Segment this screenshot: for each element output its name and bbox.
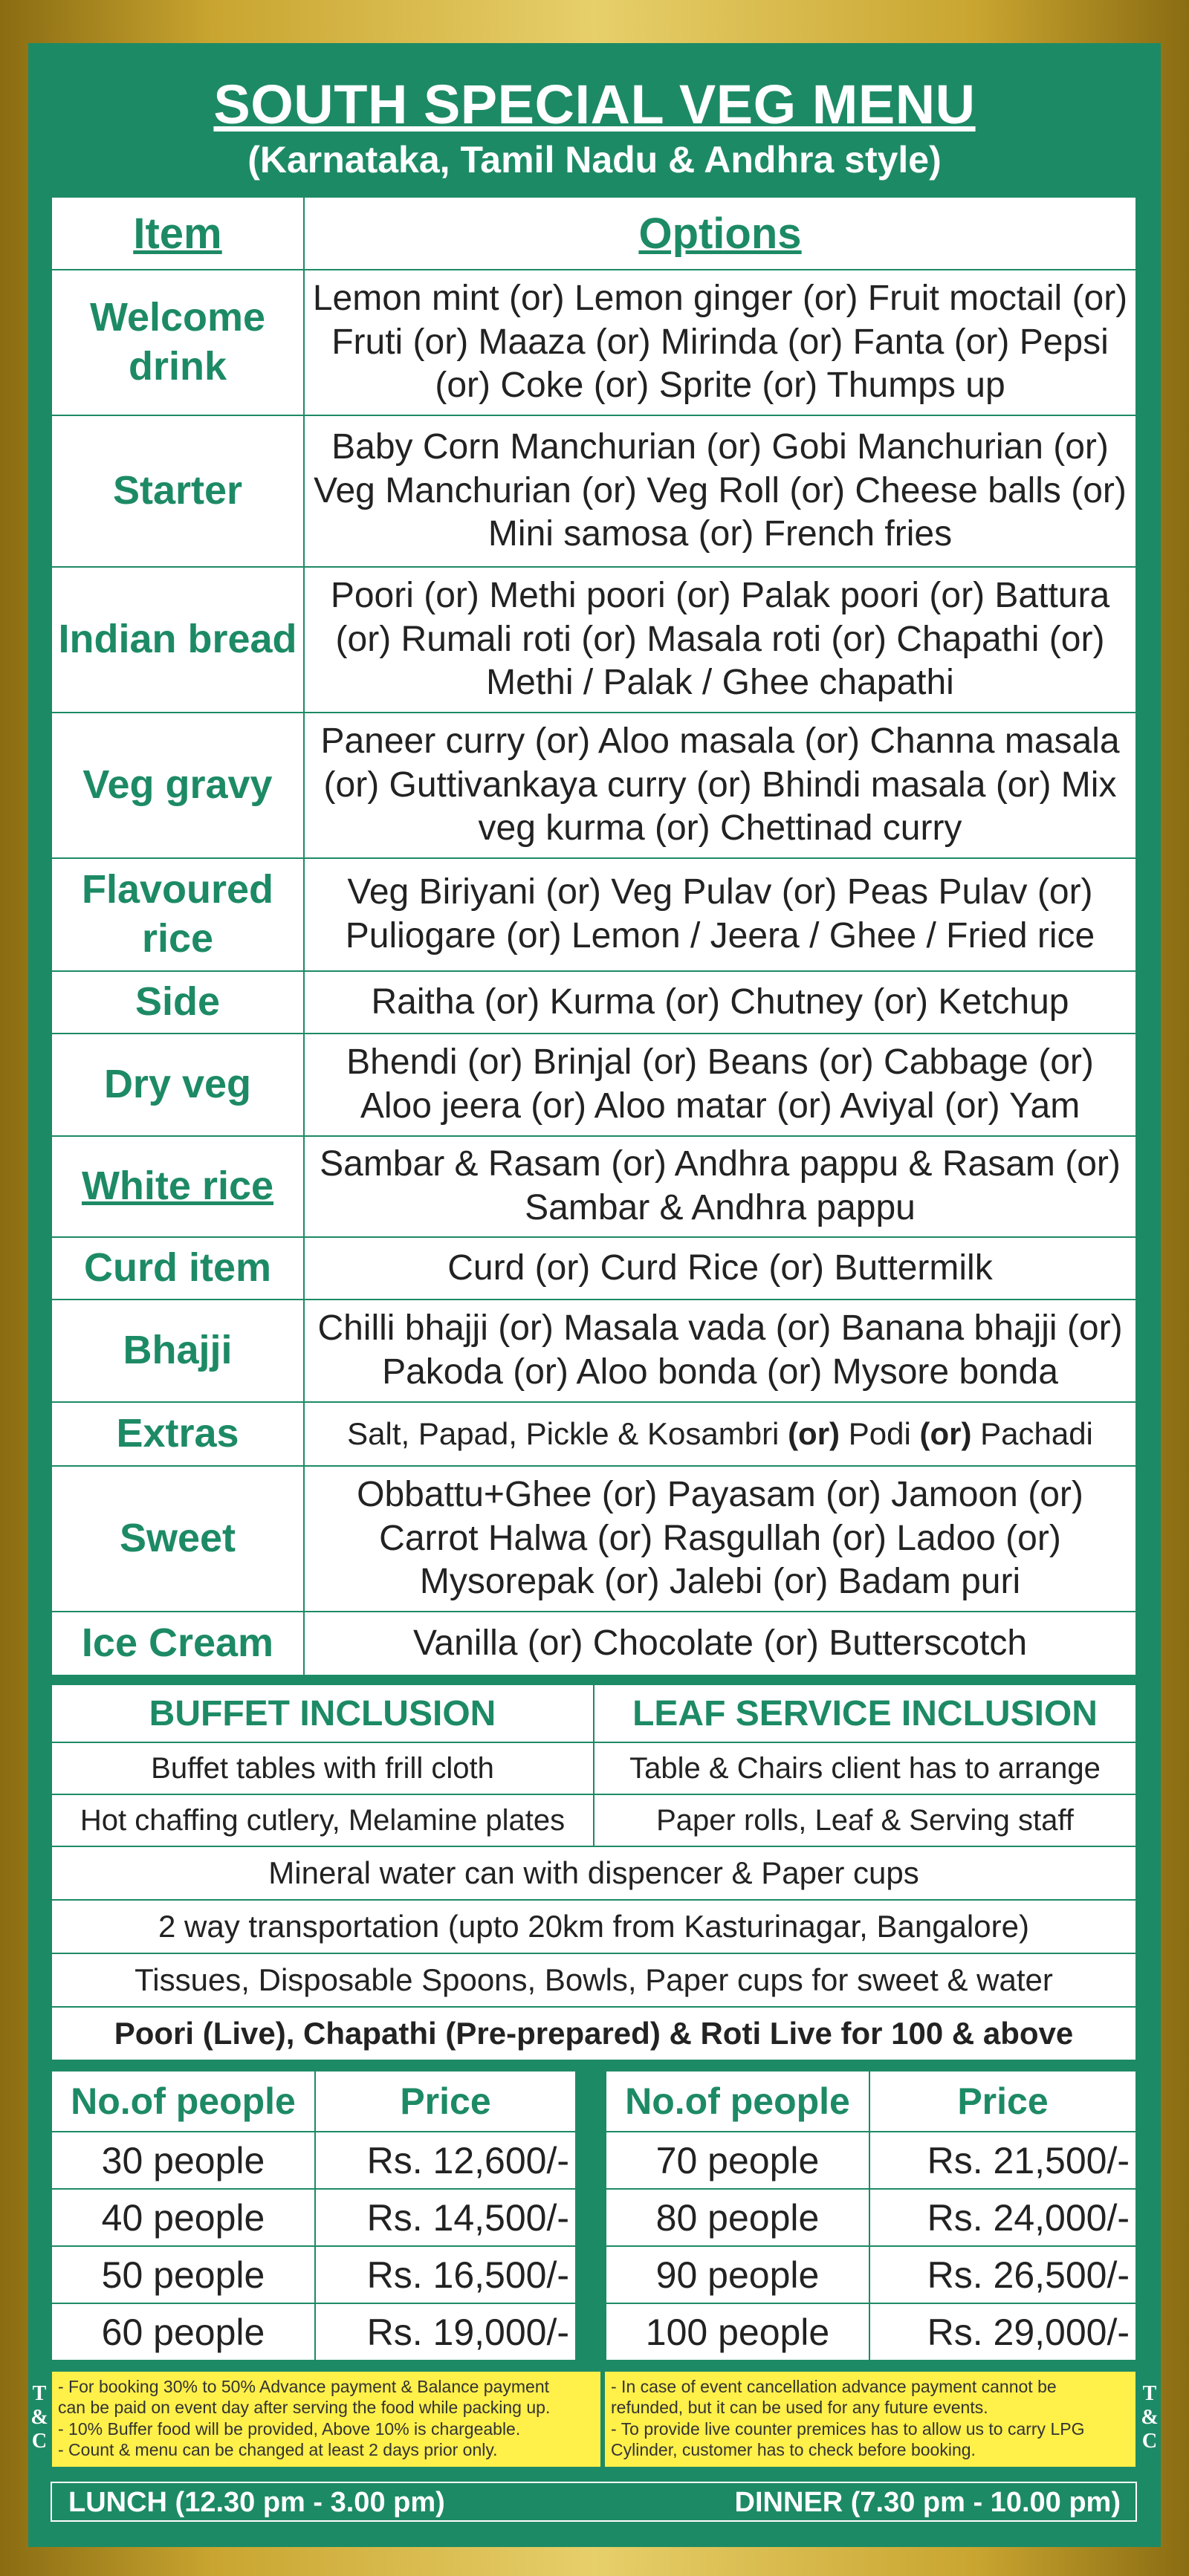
menu-panel xyxy=(28,43,1161,2547)
menu-item: Indian bread xyxy=(51,567,304,713)
menu-row xyxy=(51,971,1136,1034)
price-header-price: Price xyxy=(869,2071,1136,2132)
menu-header-item: Item xyxy=(51,197,304,270)
terms-box-right xyxy=(603,2370,1137,2468)
menu-options: Bhendi (or) Brinjal (or) Beans (or) Cabbage (or) Aloo jeera (or) Aloo matar (or) Aviyal (or) Yam xyxy=(304,1034,1136,1136)
menu-row xyxy=(51,567,1136,713)
menu-row xyxy=(51,1402,1136,1466)
price-value: Rs. 14,500/- xyxy=(315,2189,576,2246)
people-count: 70 people xyxy=(606,2132,869,2189)
terms-line: Cylinder, customer has to check before booking. xyxy=(611,2439,976,2459)
menu-row xyxy=(51,415,1136,567)
menu-row xyxy=(51,1136,1136,1237)
price-value: Rs. 12,600/- xyxy=(315,2132,576,2189)
people-count: 90 people xyxy=(606,2246,869,2303)
table-row xyxy=(51,2246,576,2303)
menu-options: Obbattu+Ghee (or) Payasam (or) Jamoon (or) Carrot Halwa (or) Rasgullah (or) Ladoo (or) Mysorepak (or) Jalebi (or) Badam puri xyxy=(304,1466,1136,1612)
menu-item: Dry veg xyxy=(51,1034,304,1136)
people-count: 40 people xyxy=(51,2189,315,2246)
menu-row xyxy=(51,1612,1136,1675)
menu-row xyxy=(51,1466,1136,1612)
price-header-people: No.of people xyxy=(606,2071,869,2132)
terms-side-label-left: T & C xyxy=(30,2382,48,2453)
menu-options: Poori (or) Methi poori (or) Palak poori (or) Battura (or) Rumali roti (or) Masala roti (or) Chapathi (or) Methi / Palak / Ghee chapathi xyxy=(304,567,1136,713)
menu-item: Sweet xyxy=(51,1466,304,1612)
menu-row xyxy=(51,858,1136,971)
menu-options: Curd (or) Curd Rice (or) Buttermilk xyxy=(304,1237,1136,1300)
table-row xyxy=(51,2132,576,2189)
common-inclusion-item: 2 way transportation (upto 20km from Kasturinagar, Bangalore) xyxy=(51,1900,1136,1953)
leaf-inclusion-item: Paper rolls, Leaf & Serving staff xyxy=(594,1794,1136,1846)
common-inclusion-item: Tissues, Disposable Spoons, Bowls, Paper cups for sweet & water xyxy=(51,1953,1136,2007)
price-value: Rs. 21,500/- xyxy=(869,2132,1136,2189)
people-count: 30 people xyxy=(51,2132,315,2189)
table-row xyxy=(606,2189,1136,2246)
terms-line: - Count & menu can be changed at least 2 days prior only. xyxy=(58,2439,498,2459)
menu-options: Sambar & Rasam (or) Andhra pappu & Rasam (or) Sambar & Andhra pappu xyxy=(304,1136,1136,1237)
common-inclusion-item: Mineral water can with dispencer & Paper cups xyxy=(51,1846,1136,1900)
terms-line: - 10% Buffer food will be provided, Above 10% is chargeable. xyxy=(58,2418,521,2439)
table-row xyxy=(606,2246,1136,2303)
terms-box-left xyxy=(51,2370,602,2468)
menu-options: Paneer curry (or) Aloo masala (or) Channa masala (or) Guttivankaya curry (or) Bhindi masala (or) Mix veg kurma (or) Chettinad curry xyxy=(304,713,1136,858)
menu-row xyxy=(51,1034,1136,1136)
price-table-right xyxy=(605,2070,1137,2361)
page-title: SOUTH SPECIAL VEG MENU xyxy=(213,74,976,135)
menu-table xyxy=(51,196,1137,1676)
price-value: Rs. 19,000/- xyxy=(315,2303,576,2361)
common-inclusion-item: Poori (Live), Chapathi (Pre-prepared) & Roti Live for 100 & above xyxy=(51,2007,1136,2060)
terms-line: - For booking 30% to 50% Advance payment & Balance payment xyxy=(58,2377,550,2396)
buffet-inclusion-item: Hot chaffing cutlery, Melamine plates xyxy=(51,1794,594,1846)
price-value: Rs. 29,000/- xyxy=(869,2303,1136,2361)
people-count: 100 people xyxy=(606,2303,869,2361)
inclusion-table xyxy=(51,1684,1137,2061)
lunch-timing: LUNCH (12.30 pm - 3.00 pm) xyxy=(68,2487,445,2518)
table-row xyxy=(51,2303,576,2361)
menu-options: Baby Corn Manchurian (or) Gobi Manchurian (or) Veg Manchurian (or) Veg Roll (or) Cheese balls (or) Mini samosa (or) French fries xyxy=(304,415,1136,567)
table-row xyxy=(606,2132,1136,2189)
menu-options: Vanilla (or) Chocolate (or) Butterscotch xyxy=(304,1612,1136,1675)
menu-item: Bhajji xyxy=(51,1300,304,1402)
table-row xyxy=(606,2303,1136,2361)
price-table-left xyxy=(51,2070,577,2361)
terms-line: refunded, but it can be used for any future events. xyxy=(611,2398,988,2418)
menu-options: Lemon mint (or) Lemon ginger (or) Fruit moctail (or) Fruti (or) Maaza (or) Mirinda (or) Fanta (or) Pepsi (or) Coke (or) Sprite (or) Thumps up xyxy=(304,270,1136,415)
terms-line: - To provide live counter premices has to allow us to carry LPG xyxy=(611,2418,1085,2439)
buffet-inclusion-item: Buffet tables with frill cloth xyxy=(51,1742,594,1794)
people-count: 60 people xyxy=(51,2303,315,2361)
terms-line: - In case of event cancellation advance payment cannot be xyxy=(611,2377,1057,2396)
terms-side-label-right: T & C xyxy=(1141,2382,1159,2453)
people-count: 50 people xyxy=(51,2246,315,2303)
menu-row xyxy=(51,1300,1136,1402)
price-header-price: Price xyxy=(315,2071,576,2132)
menu-item: Ice Cream xyxy=(51,1612,304,1675)
leaf-inclusion-item: Table & Chairs client has to arrange xyxy=(594,1742,1136,1794)
menu-options: Salt, Papad, Pickle & Kosambri (or) Podi (or) Pachadi xyxy=(304,1402,1136,1466)
table-row xyxy=(51,2189,576,2246)
menu-options: Veg Biriyani (or) Veg Pulav (or) Peas Pulav (or) Puliogare (or) Lemon / Jeera / Ghee / Fried rice xyxy=(304,858,1136,971)
menu-header-options: Options xyxy=(304,197,1136,270)
menu-row xyxy=(51,1237,1136,1300)
price-value: Rs. 26,500/- xyxy=(869,2246,1136,2303)
menu-options: Chilli bhajji (or) Masala vada (or) Banana bhajji (or) Pakoda (or) Aloo bonda (or) Mysore bonda xyxy=(304,1300,1136,1402)
people-count: 80 people xyxy=(606,2189,869,2246)
menu-item: Side xyxy=(51,971,304,1034)
price-value: Rs. 24,000/- xyxy=(869,2189,1136,2246)
page-subtitle: (Karnataka, Tamil Nadu & Andhra style) xyxy=(247,139,942,181)
menu-row xyxy=(51,713,1136,858)
menu-row xyxy=(51,270,1136,415)
leaf-inclusion-header: LEAF SERVICE INCLUSION xyxy=(594,1684,1136,1742)
menu-item: Starter xyxy=(51,415,304,567)
menu-item: White rice xyxy=(51,1136,304,1237)
dinner-timing: DINNER (7.30 pm - 10.00 pm) xyxy=(734,2487,1121,2518)
price-header-people: No.of people xyxy=(51,2071,315,2132)
price-value: Rs. 16,500/- xyxy=(315,2246,576,2303)
buffet-inclusion-header: BUFFET INCLUSION xyxy=(51,1684,594,1742)
menu-item: Curd item xyxy=(51,1237,304,1300)
menu-item: Extras xyxy=(51,1402,304,1466)
terms-line: can be paid on event day after serving the food while packing up. xyxy=(58,2398,551,2418)
menu-item: Flavoured rice xyxy=(51,858,304,971)
menu-options: Raitha (or) Kurma (or) Chutney (or) Ketchup xyxy=(304,971,1136,1034)
service-timings xyxy=(51,2482,1137,2522)
menu-item: Veg gravy xyxy=(51,713,304,858)
menu-item: Welcome drink xyxy=(51,270,304,415)
